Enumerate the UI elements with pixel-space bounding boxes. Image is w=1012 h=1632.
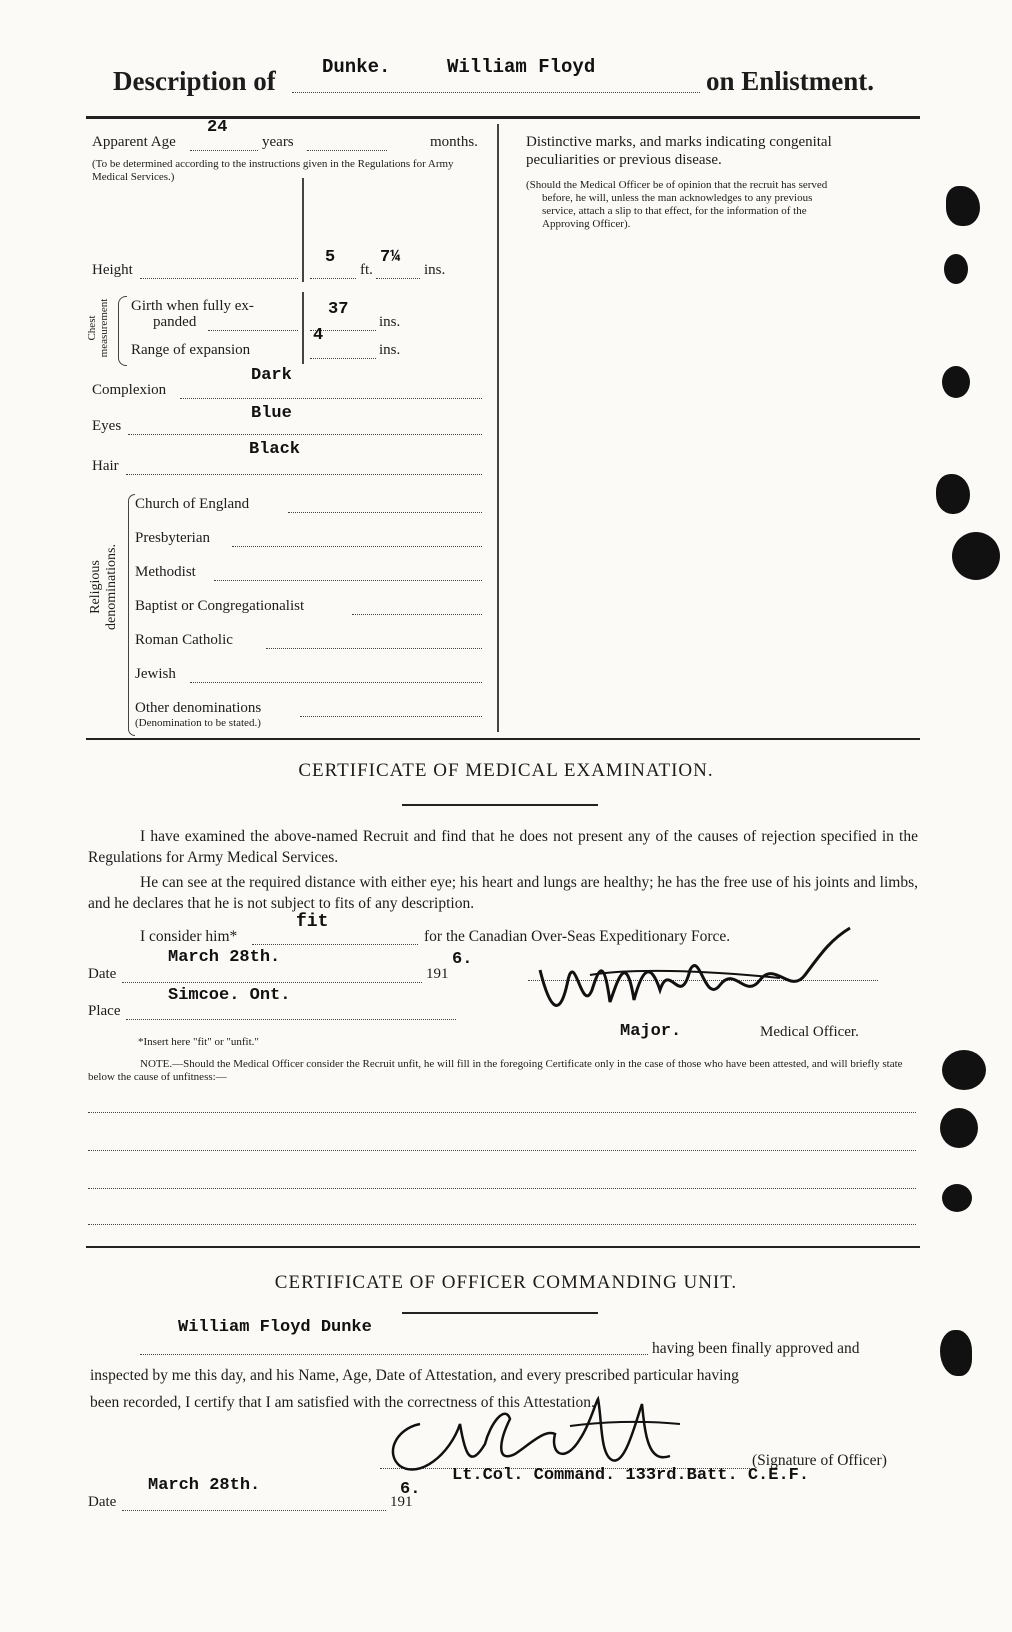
complexion-line [180, 398, 482, 399]
header-name-line [292, 92, 700, 93]
religion-item-roman-catholic: Roman Catholic [135, 632, 233, 648]
medical-heading-underline [402, 804, 598, 806]
place-label: Place [88, 1003, 121, 1019]
marks-note-2: before, he will, unless the man acknowledges to any previous [542, 192, 813, 204]
complexion-value: Dark [251, 366, 292, 385]
column-divider [497, 124, 499, 732]
unfit-line-2 [88, 1150, 916, 1151]
unfit-line-1 [88, 1112, 916, 1113]
years-label: years [262, 134, 294, 150]
religion-line-6 [300, 716, 482, 717]
height-in-value: 7¼ [380, 248, 401, 267]
insert-note: *Insert here "fit" or "unfit." [138, 1036, 259, 1048]
eyes-line [128, 434, 482, 435]
commanding-date-line [122, 1510, 386, 1511]
marks-note-4: Approving Officer). [542, 218, 631, 230]
height-label: Height [92, 262, 133, 278]
binder-mark-7 [940, 1108, 978, 1148]
age-years-value: 24 [207, 118, 228, 137]
medical-heading: CERTIFICATE OF MEDICAL EXAMINATION. [298, 760, 714, 781]
religion-item-baptist: Baptist or Congregationalist [135, 598, 305, 614]
hair-line [126, 474, 482, 475]
marks-heading-1: Distinctive marks, and marks indicating congenital [526, 134, 832, 150]
age-note: (To be determined according to the instructions given in the Regulations for Army Medical Services.) [92, 158, 454, 183]
header-title-right: on Enlistment. [706, 66, 875, 96]
eyes-label: Eyes [92, 418, 122, 434]
surname: Dunke. [322, 56, 391, 78]
commanding-date-value: March 28th. [148, 1476, 261, 1495]
religion-item-jewish: Jewish [135, 666, 176, 682]
marks-note-1: (Should the Medical Officer be of opinion that the recruit has served [526, 179, 828, 191]
place-value: Simcoe. Ont. [168, 986, 291, 1005]
girth-label-1: Girth when fully ex- [131, 298, 254, 314]
header-title-left: Description of [113, 66, 276, 96]
medical-year-value: 6. [452, 950, 473, 969]
marks-note-3: service, attach a slip to that effect, for the information of the [542, 205, 807, 217]
religion-line-2 [214, 580, 482, 581]
complexion-label: Complexion [92, 382, 167, 398]
chest-brace [118, 296, 127, 366]
religion-brace [128, 494, 135, 736]
binder-mark-5 [952, 532, 1000, 580]
age-label: Apparent Age [92, 134, 176, 150]
chest-label: Chest measurement [86, 298, 110, 358]
eyes-value: Blue [251, 404, 292, 423]
place-line [126, 1019, 456, 1020]
commanding-heading: CERTIFICATE OF OFFICER COMMANDING UNIT. [274, 1272, 738, 1293]
religion-side-label-2: denominations. [104, 544, 119, 630]
religion-line-3 [352, 614, 482, 615]
range-label: Range of expansion [131, 342, 251, 358]
binder-mark-6 [942, 1050, 986, 1090]
consider-label: I consider him* [140, 928, 238, 945]
commanding-date-label: Date [88, 1494, 117, 1510]
religion-item-presbyterian: Presbyterian [135, 530, 210, 546]
medical-para-1: I have examined the above-named Recruit and find that he does not present any of the causes of rejection specified in the Regulations for Army Medical Services. [88, 828, 918, 866]
height-line [140, 278, 298, 279]
commanding-line-2: inspected by me this day, and his Name, Age, Date of Attestation, and every prescribed particular having [90, 1367, 739, 1384]
religion-side-label-1: Religious [88, 560, 103, 614]
medical-rank: Major. [620, 1022, 682, 1041]
force-label: for the Canadian Over-Seas Expeditionary Force. [424, 928, 731, 945]
ins-label: ins. [424, 262, 446, 278]
given-names: William Floyd [447, 56, 596, 78]
fit-value: fit [296, 912, 329, 932]
religion-item-other: Other denominations [135, 700, 262, 716]
religion-line-1 [232, 546, 482, 547]
binder-mark-9 [940, 1330, 972, 1376]
unfit-line-4 [88, 1224, 916, 1225]
religion-line-0 [288, 512, 482, 513]
religion-other-note: (Denomination to be stated.) [135, 717, 261, 729]
binder-mark-2 [944, 254, 968, 284]
medical-date-label: Date [88, 966, 117, 982]
commanding-year-value: 6. [400, 1480, 421, 1499]
girth-label-2: panded [153, 314, 197, 330]
religion-line-5 [190, 682, 482, 683]
binder-mark-8 [942, 1184, 972, 1212]
range-line [310, 358, 376, 359]
binder-mark-1 [946, 186, 980, 226]
medical-date-line [122, 982, 422, 983]
height-in-line [376, 278, 420, 279]
range-value: 4 [313, 326, 324, 345]
fit-line [252, 944, 418, 945]
medical-date-value: March 28th. [168, 948, 281, 967]
signature-label: (Signature of Officer) [752, 1452, 887, 1469]
unfit-line-3 [88, 1188, 916, 1189]
section-rule-1 [86, 738, 920, 740]
religion-item-church-of-england: Church of England [135, 496, 250, 512]
age-years-line [190, 150, 258, 151]
section-rule-2 [86, 1246, 920, 1248]
girth-ins-label: ins. [379, 314, 401, 330]
medical-para-2: He can see at the required distance with either eye; his heart and lungs are healthy; he has the free use of his joints and limbs, and he declares that he is not subject to fits of any description. [88, 874, 918, 912]
age-months-line [307, 150, 387, 151]
medical-year-prefix: 191 [426, 966, 449, 982]
binder-mark-3 [942, 366, 970, 398]
binder-mark-4 [936, 474, 970, 514]
commanding-heading-underline [402, 1312, 598, 1314]
medical-officer-label: Medical Officer. [760, 1024, 859, 1040]
hair-value: Black [249, 440, 301, 459]
height-divider [302, 178, 304, 282]
height-ft-line [310, 278, 356, 279]
commanding-year-prefix: 191 [390, 1494, 413, 1510]
unfit-note: NOTE.—Should the Medical Officer consider the Recruit unfit, he will fill in the foregoing Certificate only in the case of those who have been attested, and will briefly state below the cause of unfitness:— [88, 1058, 903, 1083]
commanding-line-1-tail: having been finally approved and [652, 1340, 860, 1357]
commanding-name: William Floyd Dunke [178, 1318, 372, 1337]
range-ins-label: ins. [379, 342, 401, 358]
commanding-officer-signature [380, 1384, 700, 1479]
religion-line-4 [266, 648, 482, 649]
girth-line [208, 330, 298, 331]
commanding-name-line [140, 1354, 648, 1355]
commanding-line-3: been recorded, I certify that I am satisfied with the correctness of this Attestation. [90, 1394, 595, 1411]
medical-officer-signature [530, 920, 870, 1030]
chest-divider [302, 292, 304, 364]
marks-heading-2: peculiarities or previous disease. [526, 152, 722, 168]
religion-item-methodist: Methodist [135, 564, 196, 580]
hair-label: Hair [92, 458, 119, 474]
height-ft-value: 5 [325, 248, 336, 267]
commanding-officer-title: Lt.Col. Command. 133rd.Batt. C.E.F. [452, 1466, 810, 1485]
religion-side-label [88, 512, 120, 662]
months-label: months. [430, 134, 478, 150]
ft-label: ft. [360, 262, 373, 278]
girth-value: 37 [328, 300, 349, 319]
